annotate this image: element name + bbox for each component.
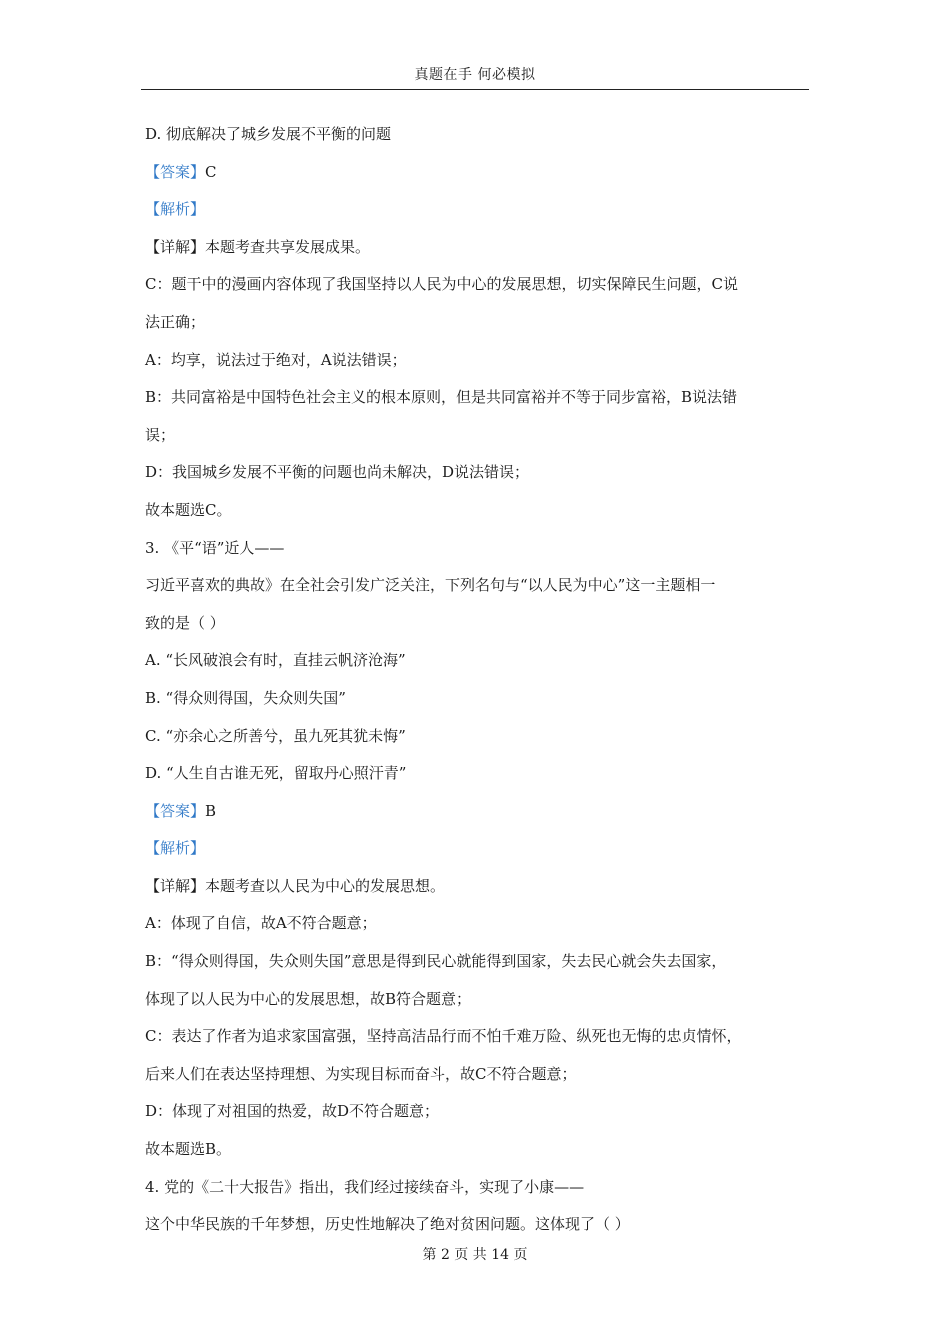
line-text: C. “亦余心之所善兮，虽九死其犹未悔” bbox=[145, 726, 406, 745]
page-number: 第 2 页 共 14 页 bbox=[422, 1247, 528, 1263]
line-text: 【详解】本题考查共享发展成果。 bbox=[145, 237, 371, 256]
line-text: B：“得众则得国，失众则失国”意思是得到民心就能得到国家，失去民心就会失去国家， bbox=[145, 952, 727, 971]
text-line bbox=[145, 160, 813, 198]
text-line bbox=[145, 348, 813, 386]
text-line bbox=[145, 874, 813, 912]
line-text: C bbox=[205, 162, 217, 181]
line-text: 致的是（ ） bbox=[145, 613, 225, 632]
text-line bbox=[145, 1099, 813, 1137]
text-line bbox=[145, 536, 813, 574]
line-text: D：我国城乡发展不平衡的问题也尚未解决，D说法错误； bbox=[145, 463, 530, 482]
line-text: C：题干中的漫画内容体现了我国坚持以人民为中心的发展思想，切实保障民生问题，C说 bbox=[145, 275, 738, 294]
line-text: 故本题选C。 bbox=[145, 500, 232, 519]
text-line bbox=[145, 761, 813, 799]
text-line bbox=[145, 1024, 813, 1062]
text-line bbox=[145, 573, 813, 611]
text-line bbox=[145, 498, 813, 536]
text-line bbox=[145, 611, 813, 649]
line-text: 习近平喜欢的典故》在全社会引发广泛关注，下列名句与“以人民为中心”这一主题相一 bbox=[145, 576, 716, 595]
text-line bbox=[145, 197, 813, 235]
line-text: 故本题选B。 bbox=[145, 1140, 232, 1159]
line-text: 后来人们在表达坚持理想、为实现目标而奋斗，故C不符合题意； bbox=[145, 1064, 577, 1083]
line-text: A. “长风破浪会有时，直挂云帆济沧海” bbox=[145, 651, 406, 670]
line-text: D. 彻底解决了城乡发展不平衡的问题 bbox=[145, 125, 392, 143]
text-line bbox=[145, 272, 813, 310]
text-line bbox=[145, 1062, 813, 1100]
line-text: C：表达了作者为追求家国富强，坚持高洁品行而不怕千难万险、纵死也无悔的忠贞情怀， bbox=[145, 1027, 742, 1046]
text-line bbox=[145, 1175, 813, 1213]
section-tag: 【答案】 bbox=[145, 801, 206, 820]
text-line bbox=[145, 423, 813, 461]
text-line bbox=[145, 310, 813, 348]
line-text: A：均享，说法过于绝对，A说法错误； bbox=[145, 350, 407, 369]
line-text: D：体现了对祖国的热爱，故D不符合题意； bbox=[145, 1102, 440, 1121]
text-line bbox=[145, 122, 813, 160]
line-text: B：共同富裕是中国特色社会主义的根本原则，但是共同富裕并不等于同步富裕，B说法错 bbox=[145, 388, 738, 407]
text-line bbox=[145, 911, 813, 949]
text-line bbox=[145, 836, 813, 874]
section-tag: 【答案】 bbox=[145, 162, 206, 181]
text-line bbox=[145, 385, 813, 423]
line-text: 3. 《平“语”近人—— bbox=[145, 538, 285, 557]
line-text: 4. 党的《二十大报告》指出，我们经过接续奋斗，实现了小康—— bbox=[145, 1177, 585, 1196]
line-text: 这个中华民族的千年梦想，历史性地解决了绝对贫困问题。这体现了（ ） bbox=[145, 1215, 630, 1234]
line-text: 误； bbox=[145, 425, 176, 444]
text-line bbox=[145, 987, 813, 1025]
line-text: A：体现了自信，故A不符合题意； bbox=[145, 914, 377, 933]
line-text: 体现了以人民为中心的发展思想，故B符合题意； bbox=[145, 989, 472, 1008]
section-tag: 【解析】 bbox=[145, 839, 206, 858]
section-tag: 【解析】 bbox=[145, 200, 206, 219]
text-line bbox=[145, 724, 813, 762]
line-text: D. “人生自古谁无死，留取丹心照汗青” bbox=[145, 764, 407, 783]
line-text: B bbox=[205, 801, 217, 820]
line-text: B. “得众则得国，失众则失国” bbox=[145, 688, 346, 707]
text-line bbox=[145, 799, 813, 837]
header-divider bbox=[141, 89, 809, 90]
text-line bbox=[145, 1137, 813, 1175]
text-line bbox=[145, 949, 813, 987]
text-line bbox=[145, 460, 813, 498]
document-body bbox=[145, 122, 813, 1250]
line-text: 【详解】本题考查以人民为中心的发展思想。 bbox=[145, 876, 446, 895]
text-line bbox=[145, 235, 813, 273]
text-line bbox=[145, 648, 813, 686]
page-header-title: 真题在手 何必模拟 bbox=[414, 67, 536, 83]
line-text: 法正确； bbox=[145, 312, 206, 331]
text-line bbox=[145, 686, 813, 724]
